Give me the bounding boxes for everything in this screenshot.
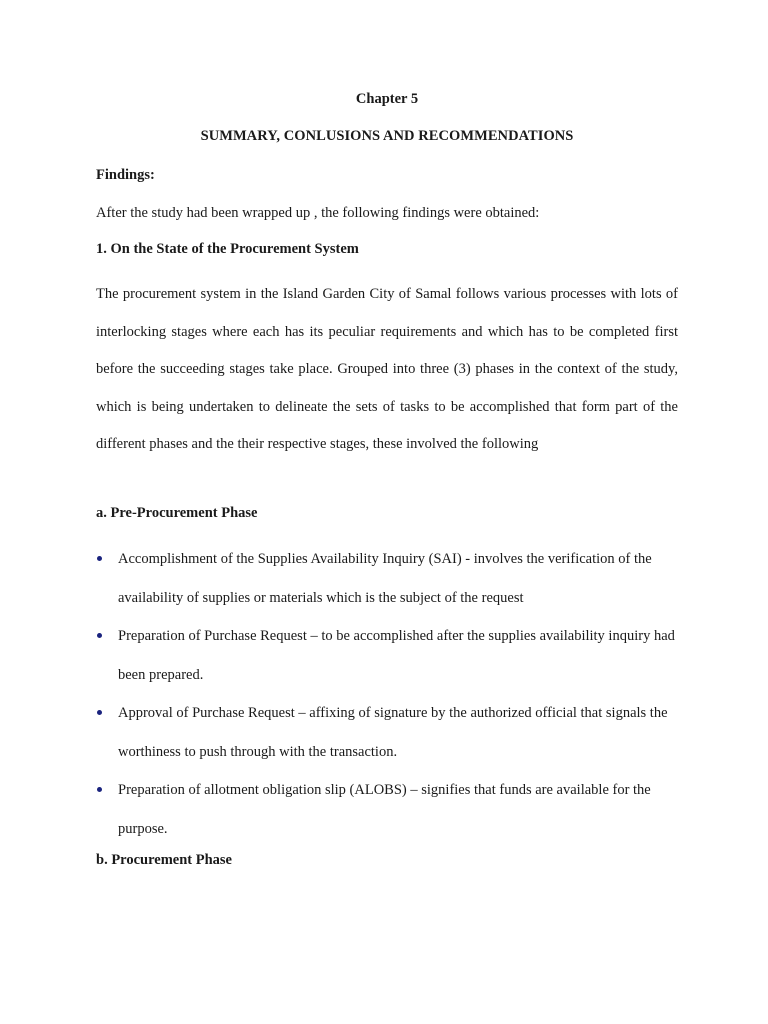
procurement-heading: b. Procurement Phase [96, 852, 232, 868]
list-item-text: Preparation of allotment obligation slip (ALOBS) – signifies that funds are available for the purpose. [118, 782, 651, 837]
list-item-text: Approval of Purchase Request – affixing of signature by the authorized official that signals the worthiness to push through with the transaction. [118, 705, 668, 760]
pre-procurement-bullet-list [96, 540, 678, 848]
bullet-icon [97, 633, 102, 638]
list-item [96, 771, 678, 848]
list-item [96, 540, 678, 617]
pre-procurement-heading: a. Pre-Procurement Phase [96, 505, 258, 521]
findings-heading: Findings: [96, 167, 155, 183]
section1-heading: 1. On the State of the Procurement System [96, 241, 359, 257]
bullet-icon [97, 787, 102, 792]
list-item-text: Accomplishment of the Supplies Availability Inquiry (SAI) - involves the verification of the availability of supplies or materials which is the subject of the request [118, 551, 652, 606]
list-item-text: Preparation of Purchase Request – to be accomplished after the supplies availability inquiry had been prepared. [118, 628, 675, 683]
bullet-icon [97, 556, 102, 561]
intro-text: After the study had been wrapped up , the following findings were obtained: [96, 205, 540, 221]
chapter-label: Chapter 5 [355, 91, 419, 107]
bullet-icon [97, 710, 102, 715]
list-item [96, 694, 678, 771]
list-item [96, 617, 678, 694]
section1-paragraph: The procurement system in the Island Garden City of Samal follows various processes with lots of interlocking stages where each has its peculiar requirements and which has to be completed first before the succeeding stages take place. Grouped into three (3) phases in the context of the study, which is being undertaken to delineate the sets of tasks to be accomplished that form part of the different phases and the their respective stages, these involved the following [96, 286, 678, 453]
chapter-title: SUMMARY, CONLUSIONS AND RECOMMENDATIONS [200, 128, 574, 144]
